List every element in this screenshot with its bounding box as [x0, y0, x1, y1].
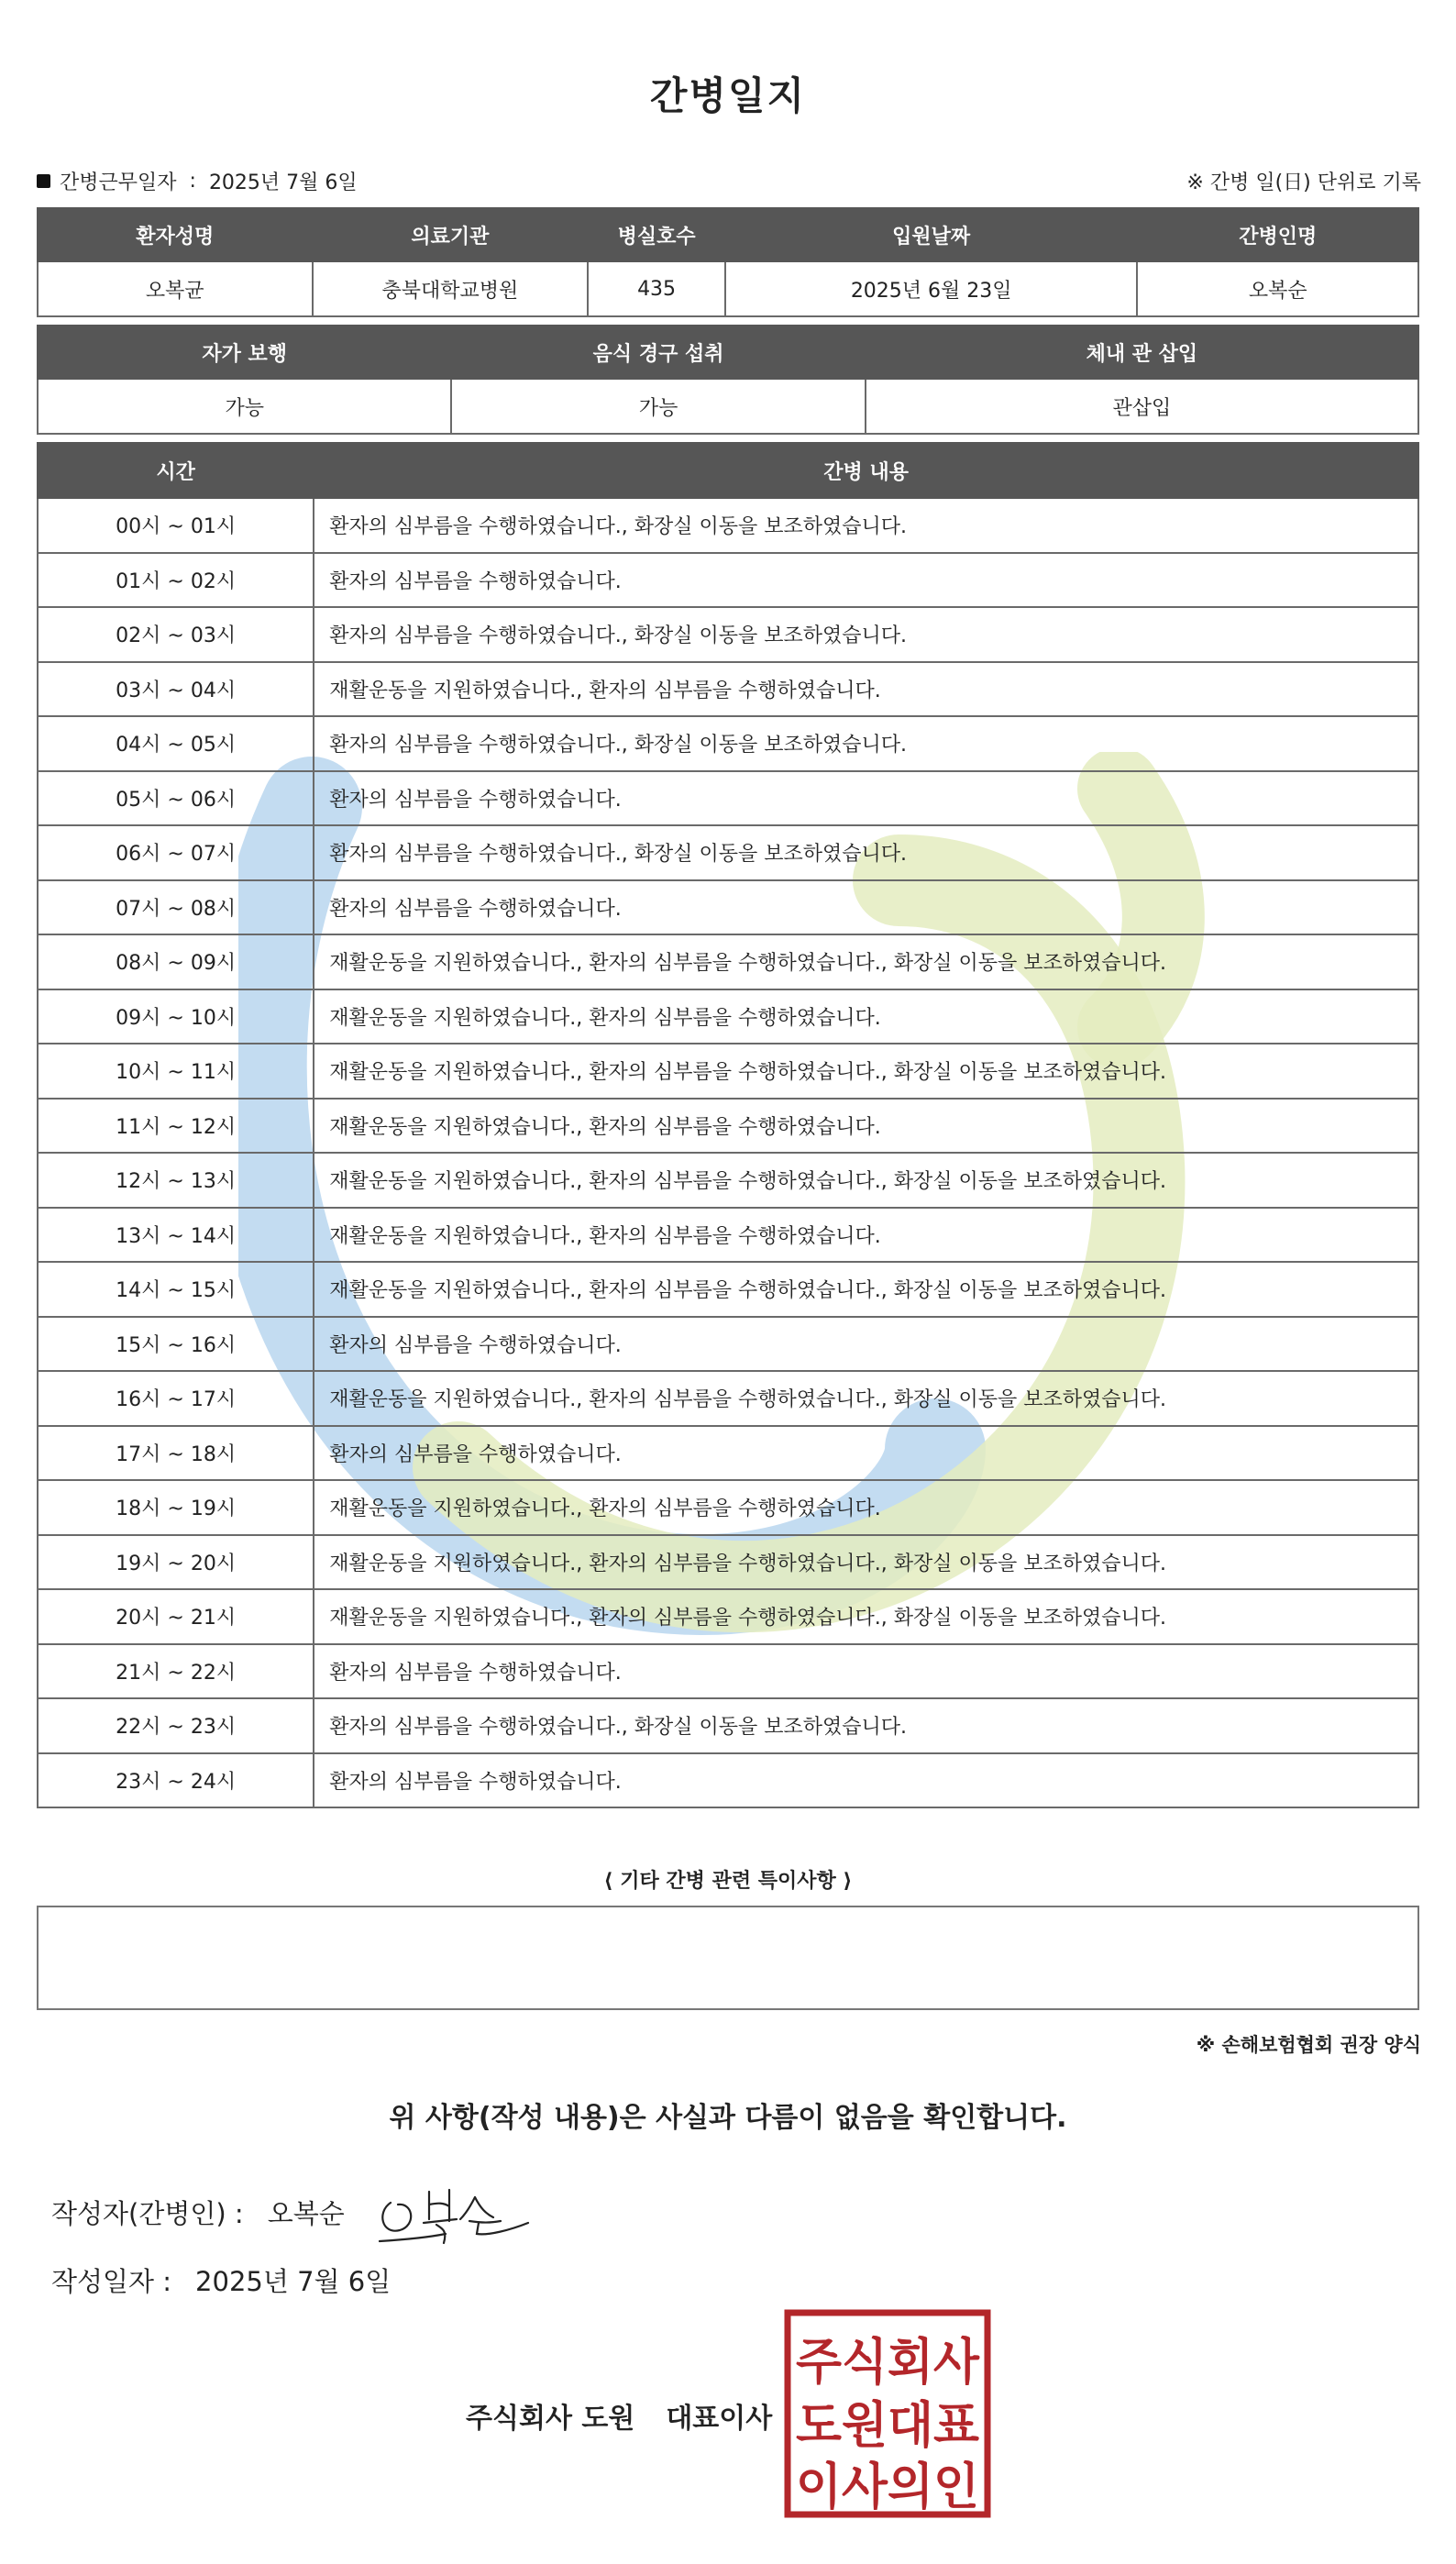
table-row [38, 553, 1418, 608]
room-number: 435 [588, 261, 725, 316]
table-row [38, 989, 1418, 1044]
header-oral-intake: 음식 경구 섭취 [451, 326, 865, 379]
time-cell: 14시 ~ 15시 [38, 1262, 314, 1317]
table-row [38, 716, 1418, 771]
work-date-separator: : [189, 170, 196, 193]
care-content-cell: 환자의 심부름을 수행하였습니다., 화장실 이동을 보조하였습니다. [314, 498, 1418, 553]
document-title: 간병일지 [649, 73, 807, 118]
tube-insertion-value: 관삽입 [866, 379, 1418, 434]
header-tube-insertion: 체내 관 삽입 [866, 326, 1418, 379]
table-row [38, 1753, 1418, 1808]
time-cell: 10시 ~ 11시 [38, 1044, 314, 1099]
care-content-cell: 환자의 심부름을 수행하였습니다. [314, 1644, 1418, 1699]
care-content-cell: 재활운동을 지원하였습니다., 환자의 심부름을 수행하였습니다., 화장실 이동을 보조하였습니다. [314, 1371, 1418, 1426]
care-content-cell: 환자의 심부름을 수행하였습니다. [314, 1317, 1418, 1372]
company-seal-stamp [784, 2309, 991, 2518]
time-cell: 08시 ~ 09시 [38, 934, 314, 989]
self-walking-value: 가능 [38, 379, 451, 434]
time-cell: 09시 ~ 10시 [38, 989, 314, 1044]
table-row [38, 771, 1418, 826]
care-content-cell: 환자의 심부름을 수행하였습니다. [314, 1753, 1418, 1808]
square-bullet-icon [37, 174, 50, 188]
header-hospital: 의료기관 [313, 208, 589, 261]
table-row [38, 1426, 1418, 1481]
time-cell: 00시 ~ 01시 [38, 498, 314, 553]
table-row [38, 1208, 1418, 1263]
header-time: 시간 [38, 443, 314, 498]
care-content-cell: 환자의 심부름을 수행하였습니다. [314, 1426, 1418, 1481]
table-row [38, 1262, 1418, 1317]
time-cell: 04시 ~ 05시 [38, 716, 314, 771]
table-row [38, 1153, 1418, 1208]
confirmation-statement: 위 사항(작성 내용)은 사실과 다름이 없음을 확인합니다. [389, 2102, 1067, 2134]
writer-line [51, 2194, 345, 2231]
time-cell: 01시 ~ 02시 [38, 553, 314, 608]
write-date-value: 2025년 7월 6일 [195, 2266, 392, 2297]
work-date-value: 2025년 7월 6일 [208, 171, 358, 194]
table-row [38, 1317, 1418, 1372]
svg-text:이사의인: 이사의인 [796, 2458, 979, 2515]
table-row [38, 662, 1418, 717]
time-cell: 17시 ~ 18시 [38, 1426, 314, 1481]
table-row [38, 1644, 1418, 1699]
svg-text:주식회사: 주식회사 [796, 2333, 980, 2391]
table-row [38, 607, 1418, 662]
write-date-label: 작성일자 : [51, 2266, 172, 2297]
care-content-cell: 환자의 심부름을 수행하였습니다., 화장실 이동을 보조하였습니다. [314, 607, 1418, 662]
time-cell: 06시 ~ 07시 [38, 825, 314, 880]
table-row [38, 934, 1418, 989]
work-date-label: 간병근무일자 [60, 171, 177, 194]
care-content-cell: 환자의 심부름을 수행하였습니다. [314, 880, 1418, 935]
time-cell: 21시 ~ 22시 [38, 1644, 314, 1699]
writer-name: 오복순 [267, 2198, 345, 2229]
care-content-cell: 재활운동을 지원하였습니다., 환자의 심부름을 수행하였습니다., 화장실 이동을 보조하였습니다. [314, 1589, 1418, 1644]
table-row [38, 880, 1418, 935]
notes-box [37, 1906, 1419, 2010]
company-name: 주식회사 도원 [466, 2403, 635, 2435]
table-row [38, 1535, 1418, 1590]
care-content-cell: 재활운동을 지원하였습니다., 환자의 심부름을 수행하였습니다. [314, 1208, 1418, 1263]
care-content-cell: 환자의 심부름을 수행하였습니다., 화장실 이동을 보조하였습니다. [314, 716, 1418, 771]
time-cell: 15시 ~ 16시 [38, 1317, 314, 1372]
patient-name: 오복균 [38, 261, 313, 316]
patient-info-table [37, 207, 1419, 317]
writer-label: 작성자(간병인) : [51, 2198, 244, 2229]
time-cell: 03시 ~ 04시 [38, 662, 314, 717]
company-title: 대표이사 [666, 2403, 773, 2435]
oral-intake-value: 가능 [451, 379, 865, 434]
caregiver-name: 오복순 [1137, 261, 1418, 316]
time-cell: 05시 ~ 06시 [38, 771, 314, 826]
care-content-cell: 재활운동을 지원하였습니다., 환자의 심부름을 수행하였습니다. [314, 1099, 1418, 1154]
header-admission-date: 입원날짜 [725, 208, 1137, 261]
time-cell: 22시 ~ 23시 [38, 1698, 314, 1753]
care-content-cell: 재활운동을 지원하였습니다., 환자의 심부름을 수행하였습니다. [314, 989, 1418, 1044]
table-row [38, 498, 1418, 553]
care-content-cell: 재활운동을 지원하였습니다., 환자의 심부름을 수행하였습니다., 화장실 이동을 보조하였습니다. [314, 1153, 1418, 1208]
company-line [466, 2395, 772, 2436]
header-patient-name: 환자성명 [38, 208, 313, 261]
write-date-line [51, 2261, 391, 2299]
work-date-line [37, 167, 358, 195]
table-row [38, 825, 1418, 880]
care-content-cell: 환자의 심부름을 수행하였습니다. [314, 771, 1418, 826]
care-content-cell: 재활운동을 지원하였습니다., 환자의 심부름을 수행하였습니다., 화장실 이동을 보조하였습니다. [314, 934, 1418, 989]
time-cell: 23시 ~ 24시 [38, 1753, 314, 1808]
table-row [38, 1589, 1418, 1644]
care-content-cell: 재활운동을 지원하였습니다., 환자의 심부름을 수행하였습니다. [314, 662, 1418, 717]
header-care-content: 간병 내용 [314, 443, 1418, 498]
time-cell: 18시 ~ 19시 [38, 1480, 314, 1535]
time-cell: 16시 ~ 17시 [38, 1371, 314, 1426]
table-row [38, 1698, 1418, 1753]
notes-title: ⟨ 기타 간병 관련 특이사항 ⟩ [603, 1870, 853, 1893]
table-row [38, 1480, 1418, 1535]
time-cell: 19시 ~ 20시 [38, 1535, 314, 1590]
header-room-number: 병실호수 [588, 208, 725, 261]
care-content-cell: 환자의 심부름을 수행하였습니다., 화장실 이동을 보조하였습니다. [314, 825, 1418, 880]
svg-text:도원대표: 도원대표 [796, 2396, 979, 2454]
header-caregiver-name: 간병인명 [1137, 208, 1418, 261]
patient-status-table [37, 325, 1419, 435]
table-row [38, 1371, 1418, 1426]
header-self-walking: 자가 보행 [38, 326, 451, 379]
time-cell: 20시 ~ 21시 [38, 1589, 314, 1644]
care-content-cell: 재활운동을 지원하였습니다., 환자의 심부름을 수행하였습니다., 화장실 이동을 보조하였습니다. [314, 1044, 1418, 1099]
handwritten-signature [372, 2166, 537, 2249]
time-cell: 12시 ~ 13시 [38, 1153, 314, 1208]
care-log-body [38, 498, 1418, 1807]
time-cell: 07시 ~ 08시 [38, 880, 314, 935]
hospital-name: 충북대학교병원 [313, 261, 589, 316]
time-cell: 02시 ~ 03시 [38, 607, 314, 662]
admission-date: 2025년 6월 23일 [725, 261, 1137, 316]
table-row [38, 1044, 1418, 1099]
care-content-cell: 환자의 심부름을 수행하였습니다. [314, 553, 1418, 608]
form-note: ※ 손해보험협회 권장 양식 [1196, 2034, 1421, 2056]
unit-note: ※ 간병 일(日) 단위로 기록 [1186, 171, 1421, 194]
care-log-table [37, 442, 1419, 1808]
table-row [38, 1099, 1418, 1154]
time-cell: 13시 ~ 14시 [38, 1208, 314, 1263]
time-cell: 11시 ~ 12시 [38, 1099, 314, 1154]
care-content-cell: 재활운동을 지원하였습니다., 환자의 심부름을 수행하였습니다., 화장실 이동을 보조하였습니다. [314, 1535, 1418, 1590]
care-content-cell: 재활운동을 지원하였습니다., 환자의 심부름을 수행하였습니다. [314, 1480, 1418, 1535]
care-content-cell: 환자의 심부름을 수행하였습니다., 화장실 이동을 보조하였습니다. [314, 1698, 1418, 1753]
care-content-cell: 재활운동을 지원하였습니다., 환자의 심부름을 수행하였습니다., 화장실 이동을 보조하였습니다. [314, 1262, 1418, 1317]
